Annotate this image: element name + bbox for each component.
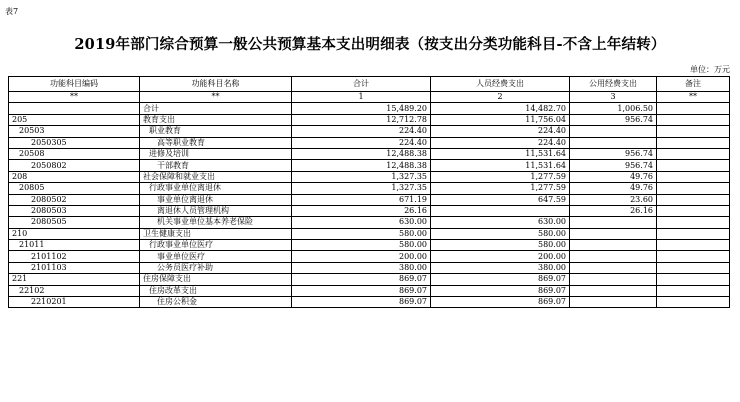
table-row <box>9 137 730 148</box>
col-header-name: 功能科目名称 <box>140 77 292 92</box>
index-cell: 2 <box>431 92 570 103</box>
code-cell: 2080503 <box>9 205 140 216</box>
public-cell <box>570 240 657 251</box>
code-cell: 20805 <box>9 183 140 194</box>
public-cell <box>570 274 657 285</box>
index-cell: 1 <box>292 92 431 103</box>
total-cell: 630.00 <box>292 217 431 228</box>
public-cell: 23.60 <box>570 194 657 205</box>
personnel-cell: 1,277.59 <box>431 171 570 182</box>
table-row <box>9 183 730 194</box>
table-row <box>9 160 730 171</box>
name-cell: 住房保障支出 <box>140 274 292 285</box>
note-cell <box>657 183 730 194</box>
table-row <box>9 274 730 285</box>
total-cell: 1,327.35 <box>292 183 431 194</box>
table-number: 表7 <box>5 7 19 16</box>
personnel-cell: 224.40 <box>431 137 570 148</box>
note-cell <box>657 251 730 262</box>
table-row <box>9 262 730 273</box>
name-cell: 进修及培训 <box>140 148 292 159</box>
total-cell: 224.40 <box>292 137 431 148</box>
note-cell <box>657 217 730 228</box>
total-cell: 12,712.78 <box>292 114 431 125</box>
note-cell <box>657 262 730 273</box>
name-cell: 公务员医疗补助 <box>140 262 292 273</box>
table-row <box>9 251 730 262</box>
total-cell: 580.00 <box>292 228 431 239</box>
table-row <box>9 205 730 216</box>
personnel-cell: 580.00 <box>431 240 570 251</box>
public-cell <box>570 228 657 239</box>
personnel-cell: 380.00 <box>431 262 570 273</box>
note-cell <box>657 297 730 308</box>
table-row <box>9 171 730 182</box>
note-cell <box>657 194 730 205</box>
name-cell: 事业单位离退休 <box>140 194 292 205</box>
header-row <box>9 77 730 92</box>
personnel-cell: 869.07 <box>431 285 570 296</box>
col-header-public: 公用经费支出 <box>570 77 657 92</box>
expenditure-table <box>8 76 730 308</box>
code-cell: 2080502 <box>9 194 140 205</box>
code-cell: 21011 <box>9 240 140 251</box>
table-row <box>9 297 730 308</box>
code-cell: 2101103 <box>9 262 140 273</box>
public-cell <box>570 137 657 148</box>
public-cell: 49.76 <box>570 183 657 194</box>
code-cell: 221 <box>9 274 140 285</box>
personnel-cell: 224.40 <box>431 126 570 137</box>
name-cell: 卫生健康支出 <box>140 228 292 239</box>
code-cell: 210 <box>9 228 140 239</box>
public-cell <box>570 251 657 262</box>
col-header-total: 合计 <box>292 77 431 92</box>
table-row <box>9 217 730 228</box>
name-cell: 行政事业单位离退休 <box>140 183 292 194</box>
name-cell: 离退休人员管理机构 <box>140 205 292 216</box>
code-cell: 205 <box>9 114 140 125</box>
table-row <box>9 148 730 159</box>
public-cell: 1,006.50 <box>570 103 657 114</box>
code-cell: 2210201 <box>9 297 140 308</box>
total-cell: 869.07 <box>292 297 431 308</box>
index-cell: ** <box>657 92 730 103</box>
public-cell: 956.74 <box>570 148 657 159</box>
name-cell: 行政事业单位医疗 <box>140 240 292 251</box>
table-row <box>9 103 730 114</box>
total-cell: 380.00 <box>292 262 431 273</box>
personnel-cell: 11,531.64 <box>431 160 570 171</box>
name-cell: 职业教育 <box>140 126 292 137</box>
note-cell <box>657 126 730 137</box>
name-cell: 干部教育 <box>140 160 292 171</box>
col-header-note: 备注 <box>657 77 730 92</box>
note-cell <box>657 228 730 239</box>
public-cell <box>570 262 657 273</box>
total-cell: 12,488.38 <box>292 160 431 171</box>
note-cell <box>657 114 730 125</box>
table-row <box>9 114 730 125</box>
code-cell: 20508 <box>9 148 140 159</box>
name-cell: 合计 <box>140 103 292 114</box>
code-cell: 22102 <box>9 285 140 296</box>
total-cell: 671.19 <box>292 194 431 205</box>
total-cell: 15,489.20 <box>292 103 431 114</box>
personnel-cell: 630.00 <box>431 217 570 228</box>
total-cell: 26.16 <box>292 205 431 216</box>
table-row <box>9 240 730 251</box>
code-cell: 2050305 <box>9 137 140 148</box>
personnel-cell: 14,482.70 <box>431 103 570 114</box>
total-cell: 224.40 <box>292 126 431 137</box>
total-cell: 200.00 <box>292 251 431 262</box>
name-cell: 事业单位医疗 <box>140 251 292 262</box>
index-row <box>9 92 730 103</box>
table-row <box>9 228 730 239</box>
personnel-cell: 580.00 <box>431 228 570 239</box>
table-row <box>9 285 730 296</box>
note-cell <box>657 205 730 216</box>
public-cell: 49.76 <box>570 171 657 182</box>
public-cell: 956.74 <box>570 114 657 125</box>
public-cell: 26.16 <box>570 205 657 216</box>
code-cell: 2050802 <box>9 160 140 171</box>
table-row <box>9 194 730 205</box>
note-cell <box>657 240 730 251</box>
name-cell: 住房改革支出 <box>140 285 292 296</box>
code-cell: 20503 <box>9 126 140 137</box>
note-cell <box>657 103 730 114</box>
total-cell: 1,327.35 <box>292 171 431 182</box>
note-cell <box>657 171 730 182</box>
note-cell <box>657 137 730 148</box>
table-row <box>9 126 730 137</box>
total-cell: 580.00 <box>292 240 431 251</box>
page-title: 2019年部门综合预算一般公共预算基本支出明细表（按支出分类功能科目-不含上年结转） <box>74 36 666 53</box>
name-cell: 社会保障和就业支出 <box>140 171 292 182</box>
index-cell: 3 <box>570 92 657 103</box>
name-cell: 机关事业单位基本养老保险 <box>140 217 292 228</box>
index-cell: ** <box>9 92 140 103</box>
col-header-code: 功能科目编码 <box>9 77 140 92</box>
note-cell <box>657 160 730 171</box>
name-cell: 住房公积金 <box>140 297 292 308</box>
public-cell <box>570 297 657 308</box>
personnel-cell: 200.00 <box>431 251 570 262</box>
public-cell <box>570 217 657 228</box>
total-cell: 869.07 <box>292 274 431 285</box>
personnel-cell: 1,277.59 <box>431 183 570 194</box>
public-cell <box>570 126 657 137</box>
col-header-personnel: 人员经费支出 <box>431 77 570 92</box>
public-cell <box>570 285 657 296</box>
public-cell: 956.74 <box>570 160 657 171</box>
total-cell: 869.07 <box>292 285 431 296</box>
personnel-cell: 869.07 <box>431 274 570 285</box>
code-cell <box>9 103 140 114</box>
note-cell <box>657 148 730 159</box>
name-cell: 高等职业教育 <box>140 137 292 148</box>
name-cell: 教育支出 <box>140 114 292 125</box>
unit-label: 单位：万元 <box>690 65 730 74</box>
total-cell: 12,488.38 <box>292 148 431 159</box>
personnel-cell: 869.07 <box>431 297 570 308</box>
note-cell <box>657 285 730 296</box>
code-cell: 2080505 <box>9 217 140 228</box>
personnel-cell <box>431 205 570 216</box>
code-cell: 2101102 <box>9 251 140 262</box>
note-cell <box>657 274 730 285</box>
personnel-cell: 11,531.64 <box>431 148 570 159</box>
personnel-cell: 11,756.04 <box>431 114 570 125</box>
code-cell: 208 <box>9 171 140 182</box>
index-cell: ** <box>140 92 292 103</box>
personnel-cell: 647.59 <box>431 194 570 205</box>
